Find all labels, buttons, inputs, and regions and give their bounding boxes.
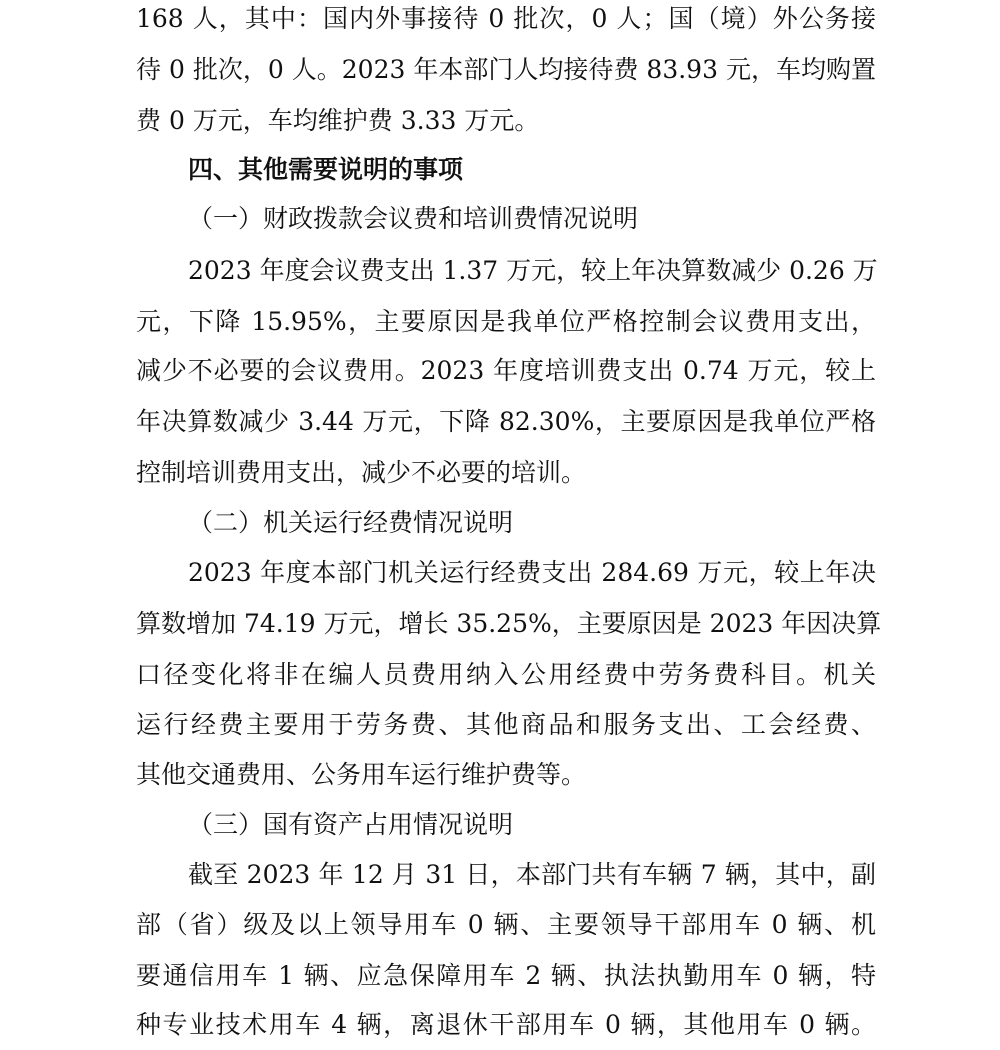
body-text-line: 部（省）级及以上领导用车 0 辆、主要领导干部用车 0 辆、机 <box>136 910 876 939</box>
body-text-line: 减少不必要的会议费用。2023 年度培训费支出 0.74 万元，较上 <box>136 356 876 385</box>
body-text-line: 2023 年度本部门机关运行经费支出 284.69 万元，较上年决 <box>188 558 876 587</box>
section-heading: 四、其他需要说明的事项 <box>188 155 464 184</box>
subsection-heading: （一）财政拨款会议费和培训费情况说明 <box>188 204 639 233</box>
subsection-heading: （三）国有资产占用情况说明 <box>188 810 514 839</box>
body-text-line: 算数增加 74.19 万元，增长 35.25%，主要原因是 2023 年因决算 <box>136 609 882 638</box>
body-text-line: 种专业技术用车 4 辆，离退休干部用车 0 辆，其他用车 0 辆。 <box>136 1010 876 1039</box>
body-text-line: 168 人，其中：国内外事接待 0 批次，0 人；国（境）外公务接 <box>136 4 876 33</box>
body-text-line: 费 0 万元，车均维护费 3.33 万元。 <box>136 106 540 135</box>
body-text-line: 要通信用车 1 辆、应急保障用车 2 辆、执法执勤用车 0 辆，特 <box>136 961 876 990</box>
body-text-line: 运行经费主要用于劳务费、其他商品和服务支出、工会经费、 <box>136 710 876 739</box>
body-text-line: 年决算数减少 3.44 万元，下降 82.30%，主要原因是我单位严格 <box>136 407 876 436</box>
body-text-line: 截至 2023 年 12 月 31 日，本部门共有车辆 7 辆，其中，副 <box>188 860 876 889</box>
body-text-line: 2023 年度会议费支出 1.37 万元，较上年决算数减少 0.26 万 <box>188 256 878 285</box>
subsection-heading: （二）机关运行经费情况说明 <box>188 508 514 537</box>
body-text-line: 待 0 批次，0 人。2023 年本部门人均接待费 83.93 元，车均购置 <box>136 55 876 84</box>
body-text-line: 控制培训费用支出，减少不必要的培训。 <box>136 458 587 487</box>
body-text-line: 口径变化将非在编人员费用纳入公用经费中劳务费科目。机关 <box>136 660 876 689</box>
body-text-line: 元，下降 15.95%，主要原因是我单位严格控制会议费用支出， <box>136 307 876 336</box>
body-text-line: 其他交通费用、公务用车运行维护费等。 <box>136 760 587 789</box>
